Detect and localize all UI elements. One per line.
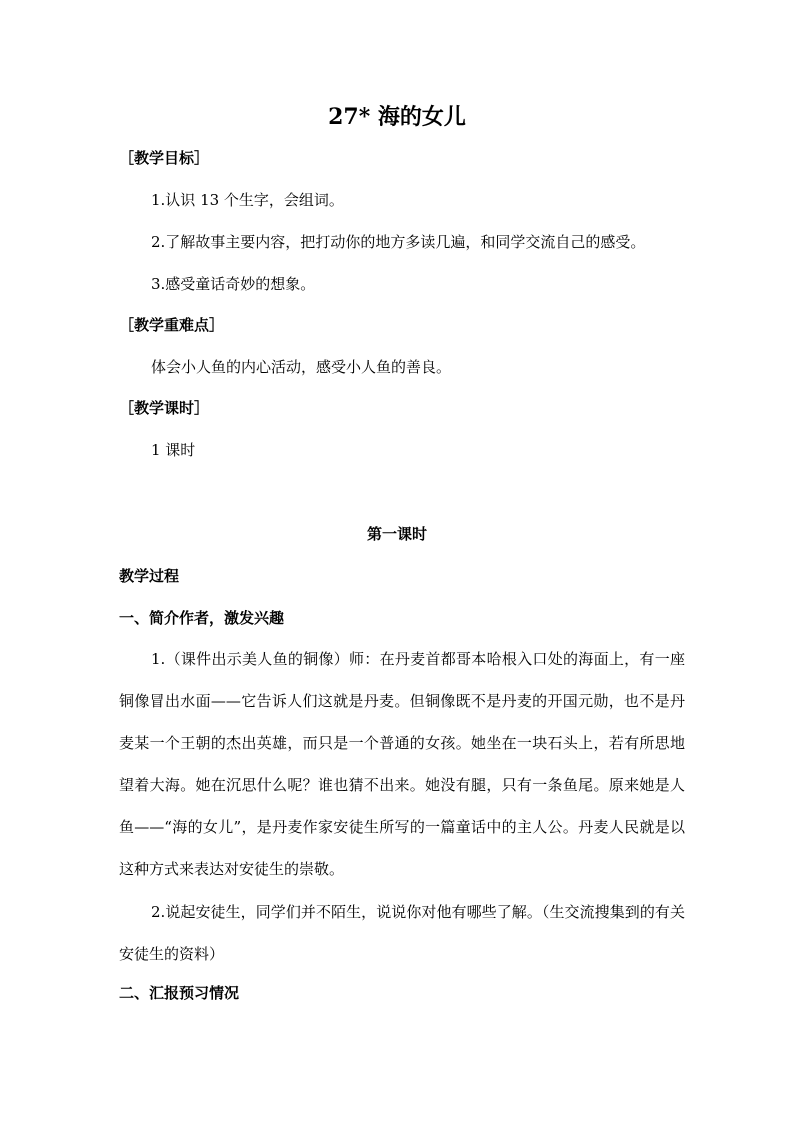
goal-item-3: 3.感受童话奇妙的想象。 <box>151 275 316 293</box>
class-hours-text: 1 课时 <box>151 441 196 459</box>
key-points-text: 体会小人鱼的内心活动，感受小人鱼的善良。 <box>151 358 452 376</box>
part2-heading: 二、汇报预习情况 <box>119 984 240 1002</box>
part1-heading: 一、简介作者，激发兴趣 <box>119 609 285 627</box>
part1-paragraph-2: 2.说起安徒生，同学们并不陌生，说说你对他有哪些了解。（生交流搜集到的有关安徒生的资料） <box>119 903 685 963</box>
goal-item-2: 2.了解故事主要内容，把打动你的地方多读几遍，和同学交流自己的感受。 <box>151 233 646 251</box>
page-title: 27* 海的女儿 <box>328 104 466 130</box>
key-points-heading: ［教学重难点］ <box>119 316 225 334</box>
goals-heading: ［教学目标］ <box>119 149 210 167</box>
lesson-title: 第一课时 <box>366 525 427 543</box>
class-hours-heading: ［教学课时］ <box>119 399 210 417</box>
process-heading: 教学过程 <box>119 567 180 585</box>
goal-item-1: 1.认识 13 个生字，会组词。 <box>151 191 344 209</box>
part1-paragraph-1: 1.（课件出示美人鱼的铜像）师：在丹麦首都哥本哈根入口处的海面上，有一座铜像冒出水面——它告诉人们这就是丹麦。但铜像既不是丹麦的开国元勋，也不是丹麦某一个王朝的杰出英雄，而只是一个普通的女孩。她坐在一块石头上，若有所思地望着大海。她在沉思什么呢？谁也猜不出来。她没有腿，只有一条鱼尾。原来她是人鱼——“海的女儿”，是丹麦作家安徒生所写的一篇童话中的主人公。丹麦人民就是以这种方式来表达对安徒生的崇敬。 <box>119 650 685 878</box>
